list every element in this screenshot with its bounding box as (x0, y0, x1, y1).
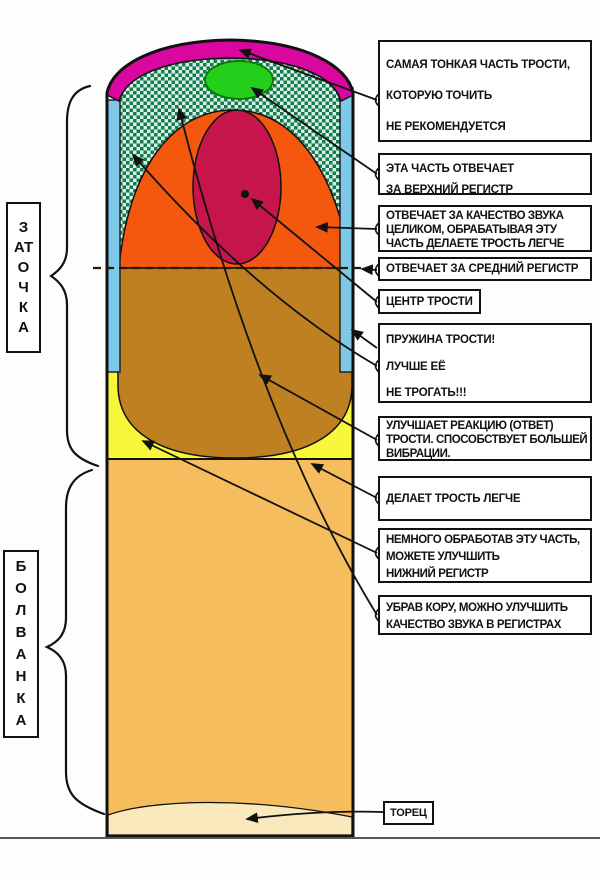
callout-line: КОТОРУЮ ТОЧИТЬ (386, 90, 492, 102)
arrow-spring-right (352, 330, 377, 348)
callout-middle-register (378, 257, 592, 281)
zatochka-brace (51, 86, 98, 466)
spring-strip-left (107, 100, 120, 372)
end-face-label: ТОРЕЦ (390, 807, 427, 819)
zatochka-label-box (6, 202, 41, 353)
callout-line: ОТВЕЧАЕТ ЗА КАЧЕСТВО ЗВУКА (386, 210, 564, 222)
callout-line: ЗА ВЕРХНИЙ РЕГИСТР (386, 184, 513, 196)
callout-line: НЕ ТРОГАТЬ!!! (386, 387, 467, 399)
callout-line: ВИБРАЦИИ. (386, 447, 451, 460)
callout-lower-register (378, 528, 592, 583)
callout-upper-register (378, 153, 592, 195)
callout-line: ЭТА ЧАСТЬ ОТВЕЧАЕТ (386, 163, 515, 175)
zatochka-label: ЗАТОЧКА (13, 218, 34, 336)
callout-line: ОТВЕЧАЕТ ЗА СРЕДНИЙ РЕГИСТР (386, 263, 579, 275)
reaction-zone (118, 268, 352, 458)
callout-reed-center (378, 289, 481, 314)
callout-line: САМАЯ ТОНКАЯ ЧАСТЬ ТРОСТИ, (386, 59, 570, 71)
callout-reaction (378, 416, 592, 461)
callout-lighter (378, 476, 592, 521)
callout-line: УЛУЧШАЕТ РЕАКЦИЮ (ОТВЕТ) (386, 420, 554, 432)
callout-line: ЛУЧШЕ ЕЁ (386, 360, 446, 373)
callout-line: НИЖНИЙ РЕГИСТР (386, 568, 489, 580)
callout-remove-bark (378, 595, 592, 635)
bolvanka-label-box (3, 550, 39, 738)
callout-spring (378, 323, 592, 403)
callout-line: МОЖЕТЕ УЛУЧШИТЬ (386, 551, 500, 563)
callout-line: ДЕЛАЕТ ТРОСТЬ ЛЕГЧЕ (386, 492, 521, 505)
bolvanka-brace (47, 470, 104, 814)
callout-line: ЦЕЛИКОМ, ОБРАБАТЫВАЯ ЭТУ (386, 224, 557, 237)
callout-thinnest-part (378, 40, 592, 142)
arrow-middle-register (362, 269, 377, 270)
callout-line: ПРУЖИНА ТРОСТИ! (386, 334, 496, 346)
spring-strip-right (340, 88, 353, 372)
callout-line: ЧАСТЬ ДЕЛАЕТЕ ТРОСТЬ ЛЕГЧЕ (386, 238, 565, 251)
reed-center-dot (241, 190, 249, 198)
callout-line: ЦЕНТР ТРОСТИ (386, 295, 473, 308)
end-face-label-box (383, 801, 434, 825)
bolvanka-label: БОЛВАНКА (15, 558, 27, 729)
upper-register-zone (205, 61, 273, 99)
callout-line: НЕМНОГО ОБРАБОТАВ ЭТУ ЧАСТЬ, (386, 534, 580, 546)
blank-body-zone (107, 459, 353, 836)
callout-line: УБРАВ КОРУ, МОЖНО УЛУЧШИТЬ (386, 602, 568, 614)
center-ellipse-zone (193, 110, 281, 264)
callout-line: ТРОСТИ. СПОСОБСТВУЕТ БОЛЬШЕЙ (386, 433, 588, 446)
callout-sound-quality (378, 205, 592, 252)
callout-line: КАЧЕСТВО ЗВУКА В РЕГИСТРАХ (386, 618, 562, 631)
callout-line: НЕ РЕКОМЕНДУЕТСЯ (386, 121, 506, 133)
